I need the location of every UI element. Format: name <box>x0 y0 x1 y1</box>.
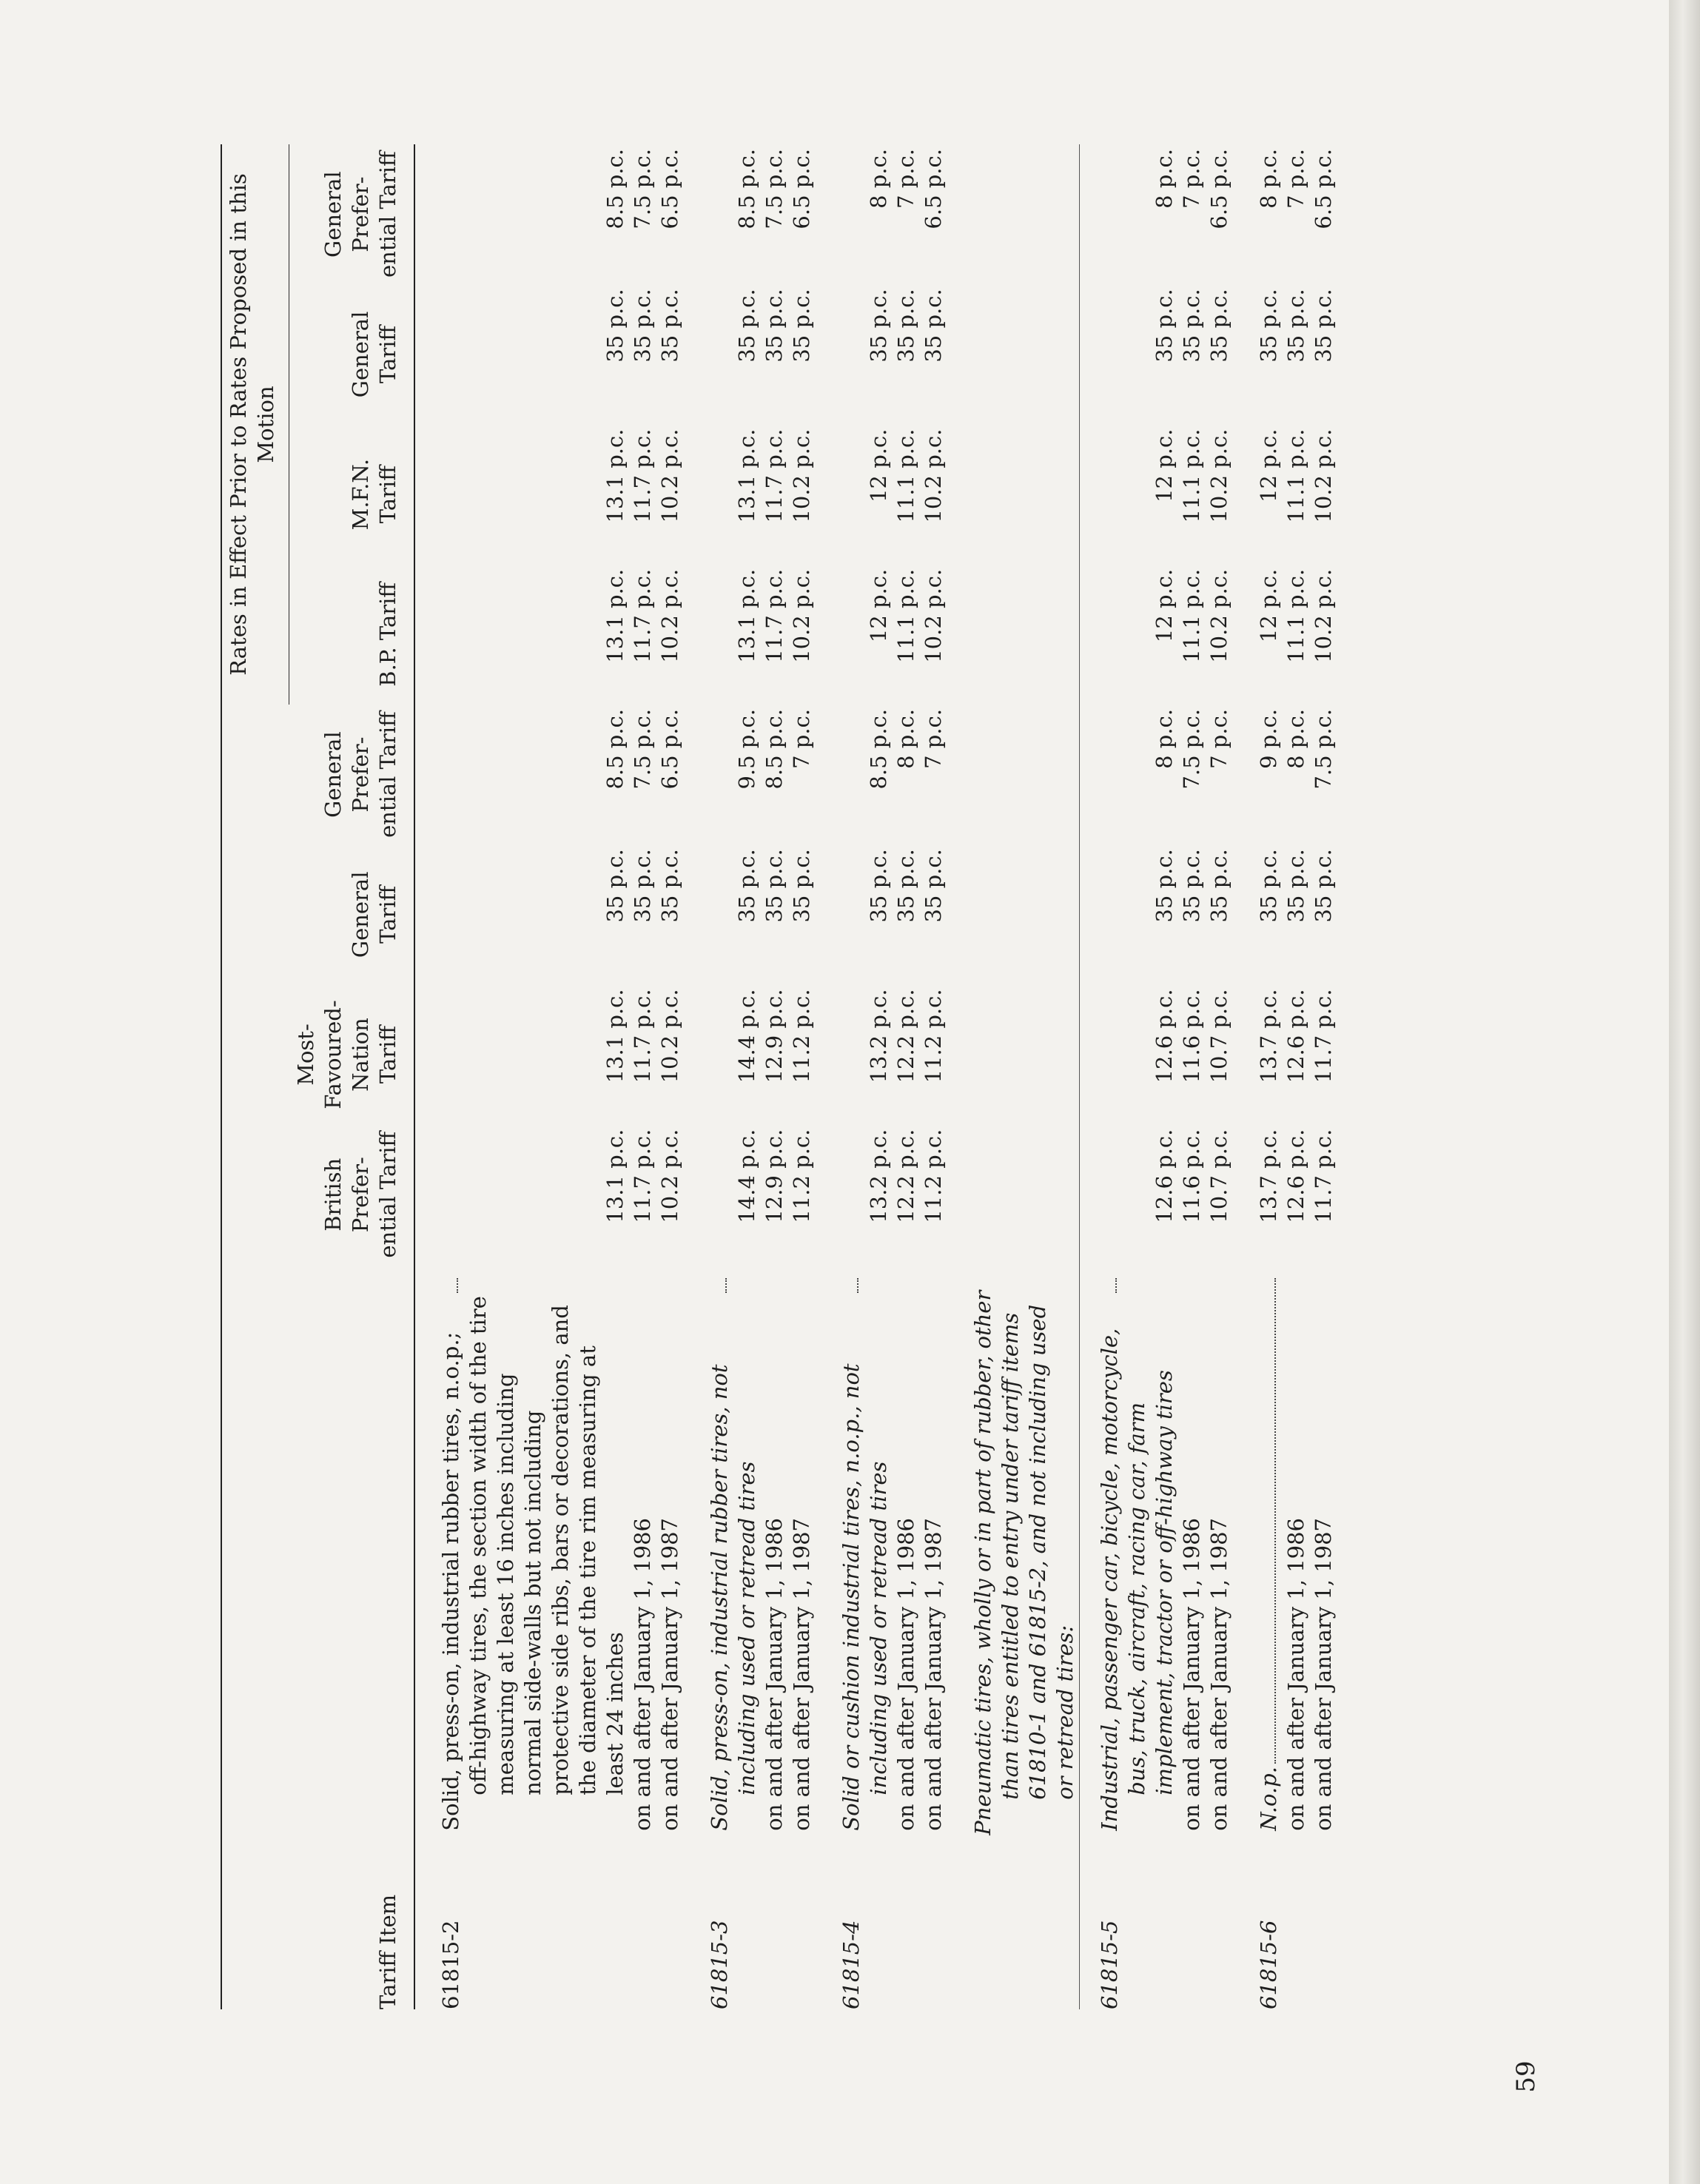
table-row <box>1206 144 1233 2009</box>
rate-cell: 11.1 p.c. <box>893 429 918 523</box>
table-row <box>437 144 629 2009</box>
rate-cell: 9.5 p.c. <box>733 708 759 790</box>
rate-cell: 6.5 p.c. <box>920 149 946 229</box>
tariff-item-code <box>761 1835 788 2009</box>
rate-cell: 11.7 p.c. <box>1310 1129 1336 1223</box>
tariff-item-code: 61815-5 <box>1096 1920 1122 2009</box>
rate-cell: 12.9 p.c. <box>761 989 787 1083</box>
tariff-item-code <box>920 1835 947 2009</box>
rate-cell: 13.1 p.c. <box>602 568 628 663</box>
rate-cell: 35 p.c. <box>865 289 891 363</box>
rate-cell: 8.5 p.c. <box>761 708 787 790</box>
rate-cell: 35 p.c. <box>629 289 655 363</box>
item-description <box>706 1265 761 1835</box>
rate-cell: 8 p.c. <box>1151 149 1177 209</box>
table-row <box>788 144 816 2009</box>
row-gap <box>414 144 437 2009</box>
rate-cell: 8 p.c. <box>865 149 891 209</box>
rate-cell: 11.2 p.c. <box>920 989 946 1083</box>
rate-cell: 7.5 p.c. <box>629 149 655 229</box>
tariff-table <box>221 144 1360 2009</box>
tariff-item-code <box>893 1835 920 2009</box>
rate-cell: 11.6 p.c. <box>1178 989 1204 1083</box>
staged-date-label: on and after January 1, 1987 <box>1310 1517 1336 1831</box>
rate-cell: 11.2 p.c. <box>788 1129 814 1223</box>
rate-cell: 7 p.c. <box>1283 149 1308 209</box>
row-gap <box>816 144 838 2009</box>
rate-cell: 10.2 p.c. <box>788 568 814 663</box>
rate-cell: 11.1 p.c. <box>893 568 918 663</box>
staged-date-label: on and after January 1, 1986 <box>629 1517 655 1831</box>
rate-cell: 35 p.c. <box>865 849 891 923</box>
rate-cell: 6.5 p.c. <box>656 149 682 229</box>
rate-cell: 8 p.c. <box>1151 708 1177 769</box>
rate-cell: 13.1 p.c. <box>602 1129 628 1223</box>
rate-cell: 12.6 p.c. <box>1151 989 1177 1083</box>
table-body-rubber-tires <box>414 144 1096 2009</box>
rate-cell: 11.1 p.c. <box>1283 429 1308 523</box>
tariff-item-code <box>1206 1835 1233 2009</box>
rate-cell: 12 p.c. <box>865 568 891 643</box>
rate-cell: 7.5 p.c. <box>629 708 655 790</box>
table-header <box>221 144 414 2009</box>
rate-cell: 13.7 p.c. <box>1255 989 1281 1083</box>
staged-date-label: on and after January 1, 1986 <box>893 1517 918 1831</box>
rate-cell: 35 p.c. <box>1178 849 1204 923</box>
table-row <box>706 144 761 2009</box>
staged-date-label: on and after January 1, 1987 <box>1206 1517 1232 1831</box>
rate-cell: 35 p.c. <box>1151 289 1177 363</box>
row-gap <box>1337 144 1360 2009</box>
item-description <box>1096 1265 1178 1835</box>
rate-cell: 6.5 p.c. <box>656 708 682 790</box>
rate-cell: 35 p.c. <box>1255 289 1281 363</box>
gap-cell <box>1337 1835 1360 2009</box>
rate-cell: 10.2 p.c. <box>656 568 682 663</box>
rate-cell: 10.2 p.c. <box>656 429 682 523</box>
rate-cell: 8 p.c. <box>893 708 918 769</box>
rate-cell: 7 p.c. <box>893 149 918 209</box>
rate-cell: 12.9 p.c. <box>761 1129 787 1223</box>
tariff-item-code: 61815-2 <box>437 1920 463 2009</box>
table-row <box>970 144 1080 2009</box>
tariff-table-wrapper <box>221 144 1479 2009</box>
dot-leader <box>457 1278 458 1293</box>
item-description-text: Industrial, passenger car, bicycle, motorcycle, bus, truck, aircraft, racing car, farm implement, tractor or off-highway tires <box>1096 1328 1177 1831</box>
header-gpt: General Prefer- ential Tariff <box>320 711 400 838</box>
rate-cell: 35 p.c. <box>1206 849 1232 923</box>
rate-cell: 12 p.c. <box>1151 429 1177 503</box>
item-description <box>1255 1265 1283 1835</box>
rate-cell: 35 p.c. <box>602 849 628 923</box>
rate-cell: 11.1 p.c. <box>1178 568 1204 663</box>
rate-cell: 13.2 p.c. <box>865 1129 891 1223</box>
header-spacer <box>221 705 289 2009</box>
rate-cell: 7 p.c. <box>920 708 946 769</box>
rate-cell: 35 p.c. <box>1283 849 1308 923</box>
header-description <box>289 1265 414 1835</box>
rate-cell: 35 p.c. <box>629 849 655 923</box>
rate-cell: 8.5 p.c. <box>733 149 759 229</box>
rate-cell: 35 p.c. <box>1283 289 1308 363</box>
rate-cell: 35 p.c. <box>1310 289 1336 363</box>
tariff-item-code <box>1178 1835 1206 2009</box>
rate-cell: 11.7 p.c. <box>761 429 787 523</box>
rate-cell: 7 p.c. <box>1206 708 1232 769</box>
table-row <box>1178 144 1206 2009</box>
table-row <box>920 144 947 2009</box>
gap-cell <box>1233 1835 1255 2009</box>
rate-cell: 35 p.c. <box>788 849 814 923</box>
rate-cell: 12.2 p.c. <box>893 989 918 1083</box>
staged-date-label: on and after January 1, 1986 <box>1283 1517 1308 1831</box>
rate-cell: 12.6 p.c. <box>1151 1129 1177 1223</box>
rate-cell: 8.5 p.c. <box>602 149 628 229</box>
item-description-text: Solid, press-on, industrial rubber tires, not including used or retread tires <box>706 1364 759 1831</box>
rate-cell: 11.7 p.c. <box>629 568 655 663</box>
rate-cell: 35 p.c. <box>602 289 628 363</box>
rate-cell: 35 p.c. <box>788 289 814 363</box>
rate-cell: 8.5 p.c. <box>602 708 628 790</box>
rate-cell: 12 p.c. <box>1255 568 1281 643</box>
tariff-item-code: 61815-4 <box>838 1920 864 2009</box>
leader-line <box>1096 1275 1178 1831</box>
item-description-text: Solid, press-on, industrial rubber tires, n.o.p.; off-highway tires, the section width of the tire measuring at least 16 inches including normal side-walls but not including protective side ribs, bars or decorations, and the diameter of the tire rim measuring at least 24 inches <box>437 1296 628 1831</box>
rate-cell: 7.5 p.c. <box>1310 708 1336 790</box>
rate-cell: 11.6 p.c. <box>1178 1129 1204 1223</box>
staged-date-label: on and after January 1, 1986 <box>761 1517 787 1831</box>
rate-cell: 8.5 p.c. <box>865 708 891 790</box>
rate-cell: 35 p.c. <box>893 849 918 923</box>
rate-cell: 10.2 p.c. <box>920 568 946 663</box>
rate-cell: 11.7 p.c. <box>629 1129 655 1223</box>
header-tariff-item: Tariff Item <box>374 1894 400 2009</box>
rate-cell: 6.5 p.c. <box>788 149 814 229</box>
tariff-item-code <box>629 1835 656 2009</box>
dot-leader <box>725 1278 727 1293</box>
rate-cell: 7 p.c. <box>788 708 814 769</box>
leader-line <box>1255 1275 1283 1831</box>
rate-cell: 6.5 p.c. <box>1310 149 1336 229</box>
rate-cell: 13.1 p.c. <box>733 429 759 523</box>
staged-date-label: on and after January 1, 1987 <box>920 1517 946 1831</box>
rate-cell: 35 p.c. <box>733 849 759 923</box>
table-row <box>838 144 893 2009</box>
table-row <box>1310 144 1337 2009</box>
leader-line <box>706 1275 761 1831</box>
tariff-item-code <box>970 1835 1080 2009</box>
gap-cell <box>414 1835 437 2009</box>
staged-date-label: on and after January 1, 1987 <box>788 1517 814 1831</box>
tariff-item-code <box>1283 1835 1310 2009</box>
tariff-item-code <box>788 1835 816 2009</box>
header-prior-bp: B.P. Tariff <box>374 582 400 687</box>
rate-cell: 12 p.c. <box>1255 429 1281 503</box>
rate-cell: 11.2 p.c. <box>920 1129 946 1223</box>
rate-cell: 10.2 p.c. <box>656 989 682 1083</box>
rate-cell: 11.1 p.c. <box>1283 568 1308 663</box>
header-prior-gpt: General Prefer- ential Tariff <box>320 151 400 278</box>
item-description-text: Solid or cushion industrial tires, n.o.p., not including used or retread tires <box>838 1363 891 1831</box>
table-row <box>1255 144 1283 2009</box>
rate-cell: 35 p.c. <box>733 289 759 363</box>
tariff-item-code: 61815-6 <box>1255 1920 1281 2009</box>
rate-cell: 14.4 p.c. <box>733 1129 759 1223</box>
rate-cell: 11.7 p.c. <box>761 568 787 663</box>
rate-cell: 12.6 p.c. <box>1283 989 1308 1083</box>
rate-cell: 35 p.c. <box>920 289 946 363</box>
table-row <box>1283 144 1310 2009</box>
rate-cell: 10.2 p.c. <box>1206 568 1232 663</box>
tariff-item-code <box>1310 1835 1337 2009</box>
rate-cell: 35 p.c. <box>1178 289 1204 363</box>
rate-cell: 10.7 p.c. <box>1206 989 1232 1083</box>
rate-cell: 7.5 p.c. <box>761 149 787 229</box>
gap-cell <box>684 1835 706 2009</box>
leader-line <box>838 1275 893 1831</box>
header-prior-general: General Tariff <box>347 311 400 398</box>
row-gap <box>684 144 706 2009</box>
rate-cell: 7.5 p.c. <box>1178 708 1204 790</box>
rate-cell: 10.2 p.c. <box>1310 429 1336 523</box>
item-description <box>437 1265 629 1835</box>
gap-cell <box>816 1835 838 2009</box>
rate-cell: 13.7 p.c. <box>1255 1129 1281 1223</box>
table-row <box>893 144 920 2009</box>
rate-cell: 13.1 p.c. <box>733 568 759 663</box>
rate-cell: 12.2 p.c. <box>893 1129 918 1223</box>
staged-date-label: on and after January 1, 1986 <box>1178 1517 1204 1831</box>
rate-cell: 35 p.c. <box>656 289 682 363</box>
dot-leader <box>1274 1278 1276 1764</box>
rate-cell: 11.7 p.c. <box>1310 989 1336 1083</box>
rate-cell: 11.7 p.c. <box>629 429 655 523</box>
rate-cell: 12 p.c. <box>1151 568 1177 643</box>
tariff-item-code <box>656 1835 684 2009</box>
rate-cell: 10.2 p.c. <box>788 429 814 523</box>
rate-cell: 6.5 p.c. <box>1206 149 1232 229</box>
rate-cell: 8 p.c. <box>1283 708 1308 769</box>
rate-cell: 35 p.c. <box>761 849 787 923</box>
rate-cell: 35 p.c. <box>656 849 682 923</box>
item-description <box>838 1265 893 1835</box>
section-heading: Pneumatic tires, wholly or in part of rubber, other than tires entitled to entry under tariff items 61810-1 and 61815-2, and not including used or retread tires: <box>970 1290 1078 1835</box>
dot-leader <box>1115 1278 1117 1293</box>
separator-cell <box>1079 144 1096 2009</box>
table-body-pneumatic-tires <box>1096 144 1360 2009</box>
tariff-item-code: 61815-3 <box>706 1920 732 2009</box>
rate-cell: 8 p.c. <box>1255 149 1281 209</box>
rate-cell: 35 p.c. <box>893 289 918 363</box>
rate-cell: 11.7 p.c. <box>629 989 655 1083</box>
rate-cell: 35 p.c. <box>1255 849 1281 923</box>
rate-cell: 11.2 p.c. <box>788 989 814 1083</box>
rate-cell: 9 p.c. <box>1255 708 1281 769</box>
header-general: General Tariff <box>347 871 400 958</box>
rate-cell: 10.2 p.c. <box>920 429 946 523</box>
group-header-rates-in-effect: Rates in Effect Prior to Rates Proposed in this Motion <box>221 144 289 705</box>
rate-cell: 11.1 p.c. <box>1178 429 1204 523</box>
rate-cell: 7 p.c. <box>1178 149 1204 209</box>
rate-cell: 10.2 p.c. <box>1310 568 1336 663</box>
staged-date-label: on and after January 1, 1987 <box>656 1517 682 1831</box>
rate-cell: 12 p.c. <box>865 429 891 503</box>
table-row <box>1096 144 1178 2009</box>
rate-cell: 10.2 p.c. <box>656 1129 682 1223</box>
table-row <box>656 144 684 2009</box>
gap-cell <box>947 1835 970 2009</box>
row-gap <box>1233 144 1255 2009</box>
header-bpt: British Prefer- ential Tariff <box>320 1131 400 1258</box>
rate-cell: 35 p.c. <box>1310 849 1336 923</box>
table-row <box>761 144 788 2009</box>
rate-cell: 14.4 p.c. <box>733 989 759 1083</box>
rate-cell: 13.2 p.c. <box>865 989 891 1083</box>
page-number: 59 <box>1511 2060 1541 2093</box>
header-mfn: Most- Favoured- Nation Tariff <box>292 1000 400 1109</box>
dot-leader <box>857 1278 859 1293</box>
leader-line <box>437 1275 629 1831</box>
rate-cell: 35 p.c. <box>920 849 946 923</box>
page-edge <box>1669 0 1700 2184</box>
item-description-text: N.o.p. <box>1255 1767 1281 1831</box>
rate-cell: 35 p.c. <box>1206 289 1232 363</box>
rate-cell: 35 p.c. <box>761 289 787 363</box>
rate-cell: 35 p.c. <box>1151 849 1177 923</box>
section-separator <box>1079 144 1096 2009</box>
row-gap <box>947 144 970 2009</box>
table-row <box>629 144 656 2009</box>
rate-cell: 10.7 p.c. <box>1206 1129 1232 1223</box>
rate-cell: 13.1 p.c. <box>602 989 628 1083</box>
header-prior-mfn: M.F.N. Tariff <box>347 458 400 531</box>
rate-cell: 12.6 p.c. <box>1283 1129 1308 1223</box>
rate-cell: 13.1 p.c. <box>602 429 628 523</box>
rate-cell: 10.2 p.c. <box>1206 429 1232 523</box>
